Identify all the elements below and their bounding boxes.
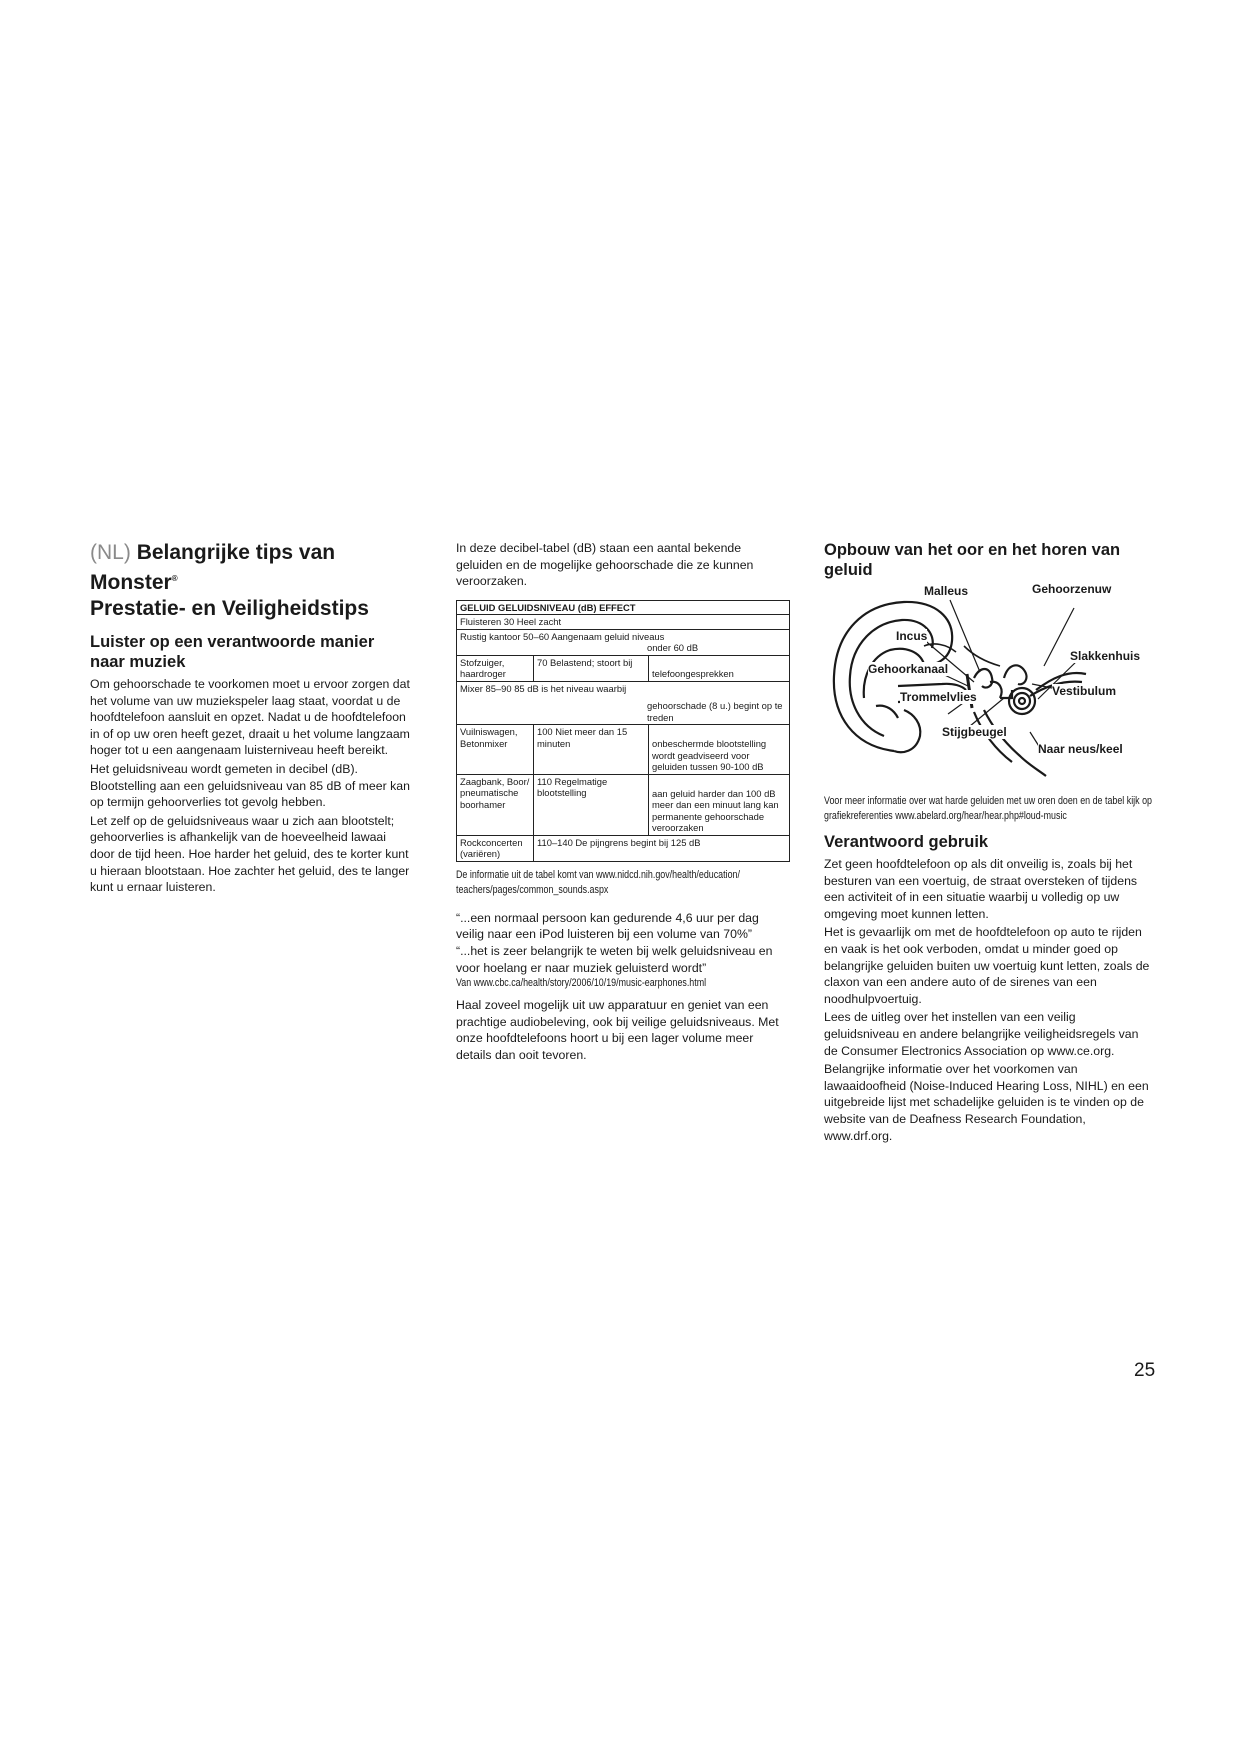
label-incus: Incus — [896, 629, 928, 643]
table-cell-effect: gehoorschade (8 u.) begint op te treden — [647, 700, 783, 723]
ear-diagram — [824, 582, 1154, 786]
paragraph: Lees de uitleg over het instellen van een veilig geluidsniveau en andere belangrijke veiligheidsregels van de Consumer Electronics Association op www.ce.org. — [824, 1010, 1139, 1058]
closing-paragraph: Haal zoveel mogelijk uit uw apparatuur en geniet van een prachtige audiobeleving, ook bij veilige geluidsniveaus. Met onze hoofdtelefoons hoort u bij een lager volume meer details dan ooit tevoren. — [456, 998, 779, 1062]
middle-column — [456, 540, 790, 1066]
label-slakkenhuis: Slakkenhuis — [1070, 649, 1141, 663]
title-main: Belangrijke tips van Monster — [90, 541, 336, 594]
quote-source: Van www.cbc.ca/health/story/2006/10/19/music-earphones.html — [456, 977, 707, 990]
label-malleus: Malleus — [924, 584, 969, 598]
page-number: 25 — [1134, 1360, 1156, 1381]
table-cell-sound: Rockconcerten (variëren) — [457, 835, 534, 861]
decibel-table — [456, 600, 790, 862]
table-cell: Fluisteren 30 Heel zacht — [457, 615, 790, 630]
table-row — [457, 725, 790, 775]
table-cell-effect: onder 60 dB — [647, 642, 699, 654]
paragraph: Het is gevaarlijk om met de hoofdtelefoon op auto te rijden en vaak is het ook verboden, omdat u minder goed op belangrijke geluiden buiten uw voertuig kunt letten, zoals de claxon van een andere auto of de sirenes van een noodhulpvoertuig. — [824, 925, 1150, 1006]
table-cell-sound: Stofzuiger, haardroger — [457, 655, 534, 681]
table-cell-effect: telefoongesprekken — [649, 655, 790, 681]
section-heading-ear: Opbouw van het oor en het horen van geluid — [824, 541, 1121, 579]
table-row — [457, 655, 790, 681]
label-gehoorzenuw: Gehoorzenuw — [1032, 582, 1112, 596]
table-cell-level: 100 Niet meer dan 15 minuten — [534, 725, 649, 775]
registered-mark: ® — [171, 574, 178, 583]
table-cell — [457, 681, 790, 725]
table-intro: In deze decibel-tabel (dB) staan een aantal bekende geluiden en de mogelijke gehoorschade die ze kunnen veroorzaken. — [456, 541, 754, 589]
section-heading-usage: Verantwoord gebruik — [824, 833, 989, 851]
table-header-row — [457, 600, 790, 615]
section-heading-listen: Luister op een verantwoorde manier naar muziek — [90, 633, 375, 671]
label-stijgbeugel: Stijgbeugel — [942, 725, 1007, 739]
table-row — [457, 774, 790, 835]
quote: “...het is zeer belangrijk te weten bij welk geluidsniveau en voor hoelang er naar muziek geluisterd wordt” — [456, 943, 773, 975]
paragraph: Let zelf op de geluidsniveaus waar u zich aan blootstelt; gehoorverlies is afhankelijk van de hoeveelheid lawaai door de tijd heen. Hoe harder het geluid, des te korter kunt u hieraan blootstaan. Hoe zachter het geluid, des te langer kunt u ernaar luisteren. — [90, 813, 410, 895]
table-row — [457, 629, 790, 655]
label-gehoorkanaal: Gehoorkanaal — [868, 662, 949, 676]
table-row — [457, 681, 790, 725]
table-cell-effect: aan geluid harder dan 100 dB meer dan een minuut lang kan permanente gehoorschade veroorzaken — [649, 774, 790, 835]
table-source: De informatie uit de tabel komt van www.nidcd.nih.gov/health/education/ teachers/pages/common_sounds.aspx — [456, 868, 740, 896]
diagram-note: Voor meer informatie over wat harde geluiden met uw oren doen en de tabel kijk op grafiekreferenties www.abelard.org/hear/hear.php#loud-music — [824, 795, 1152, 822]
table-cell-effect: onbeschermde blootstelling wordt geadviseerd voor geluiden tussen 90-100 dB — [649, 725, 790, 775]
paragraph: Het geluidsniveau wordt gemeten in decibel (dB). Blootstelling aan een geluidsniveau van 85 dB of meer kan op termijn gehoorverlies tot gevolg hebben. — [90, 761, 410, 810]
label-trommelvlies: Trommelvlies — [900, 690, 977, 704]
table-cell-level: 110–140 De pijngrens begint bij 125 dB — [534, 835, 790, 861]
table-header: GELUID GELUIDSNIVEAU (dB) EFFECT — [457, 600, 790, 615]
table-cell-level: 110 Regelmatige blootstelling — [534, 774, 649, 835]
paragraph: Zet geen hoofdtelefoon op als dit onveilig is, zoals bij het besturen van een voertuig, de straat oversteken of tijdens een activiteit of in een situatie waarbij u volledig op uw omgeving moet kunnen letten. — [824, 857, 1138, 921]
paragraph: Belangrijke informatie over het voorkomen van lawaaidoofheid (Noise-Induced Hearing Loss, NIHL) en een uitgebreide lijst met schadelijke geluiden is te vinden op de website van de Deafness Research Foundation, www.drf.org. — [824, 1062, 1149, 1143]
table-row — [457, 615, 790, 630]
left-column — [90, 540, 412, 898]
page-title — [90, 540, 412, 622]
table-cell-main: Mixer 85–90 85 dB is het niveau waarbij — [460, 682, 627, 694]
quote: “...een normaal persoon kan gedurende 4,6 uur per dag veilig naar een iPod luisteren bij een volume van 70%” — [456, 910, 759, 942]
paragraph: Om gehoorschade te voorkomen moet u ervoor zorgen dat het volume van uw muziekspeler laag staat, voordat u de hoofdtelefoon aansluit en opzet. Nadat u de hoofdtelefoon in of op uw oren heeft gezet, draait u het volume langzaam hoger tot u een aangenaam luisterniveau heeft bereikt. — [90, 677, 410, 758]
title-sub: Prestatie- en Veiligheidstips — [90, 597, 369, 620]
table-cell — [457, 629, 790, 655]
language-tag: (NL) — [90, 541, 131, 564]
table-cell-sound: Vuilniswagen, Betonmixer — [457, 725, 534, 775]
table-cell-level: 70 Belastend; stoort bij — [534, 655, 649, 681]
table-row — [457, 835, 790, 861]
label-vestibulum: Vestibulum — [1052, 684, 1117, 698]
label-naar-neus-keel: Naar neus/keel — [1038, 742, 1123, 756]
table-cell-sound: Zaagbank, Boor/ pneumatische boorhamer — [457, 774, 534, 835]
right-column — [824, 540, 1154, 1146]
table-cell-main: Rustig kantoor 50–60 Aangenaam geluid niveaus — [460, 630, 665, 642]
